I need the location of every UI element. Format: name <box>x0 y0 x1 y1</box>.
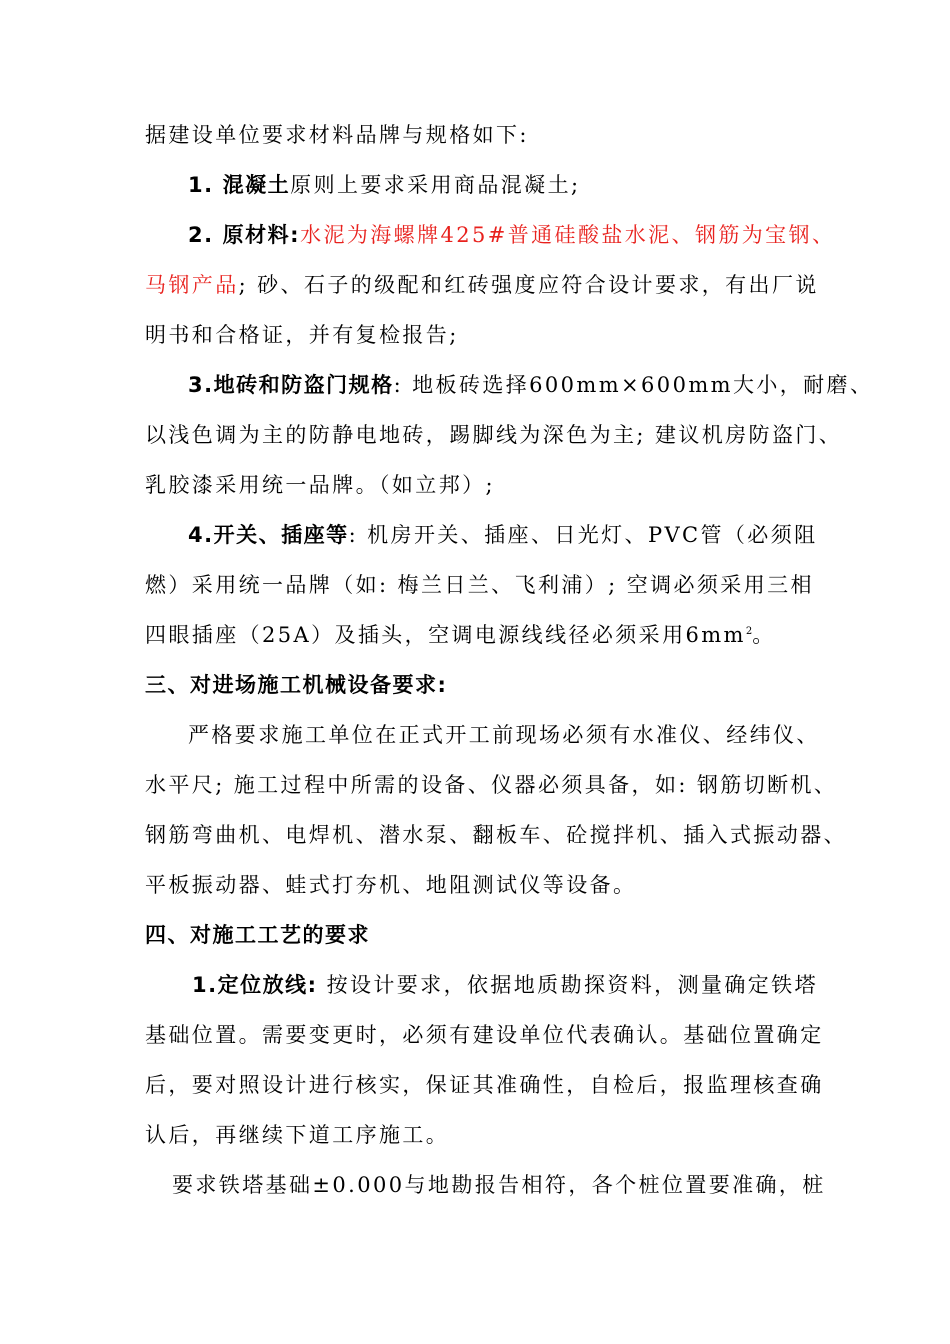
item-3-line-2: 以浅色调为主的防静电地砖，踢脚线为深色为主; 建议机房防盗门、 <box>145 423 843 447</box>
item-4-line-3 <box>145 620 776 650</box>
item-3-line-3: 乳胶漆采用统一品牌。（如立邦）; <box>145 473 495 497</box>
section-3-line-2: 水平尺; 施工过程中所需的设备、仪器必须具备，如: 钢筋切断机、 <box>145 773 838 797</box>
section-4-last-paragraph: 要求铁塔基础±0.000与地勘报告相符，各个桩位置要准确，桩 <box>172 1173 826 1197</box>
item-2-title: 原材料: <box>222 223 301 247</box>
item-1-number: 1. <box>188 173 214 197</box>
superscript: 2 <box>745 626 753 637</box>
item-4-line-1 <box>188 520 818 550</box>
item-3-text-1: : 地板砖选择600mm×600mm大小，耐磨、 <box>393 373 874 397</box>
item-1-text: 原则上要求采用商品混凝土; <box>290 173 581 197</box>
item-2-number: 2. <box>188 223 214 247</box>
item-2-red-text-1: 水泥为海螺牌425#普通硅酸盐水泥、钢筋为宝钢、 <box>300 223 836 247</box>
item-1-title: 混凝土 <box>222 173 291 197</box>
section-3-heading: 三、对进场施工机械设备要求: <box>145 673 448 697</box>
section-4-item-1-text-1: 按设计要求，依据地质勘探资料，测量确定铁塔 <box>317 973 818 997</box>
section-4-item-1-line-3: 后，要对照设计进行核实，保证其准确性，自检后，报监理核查确 <box>145 1073 824 1097</box>
section-4-item-1-title: 1.定位放线: <box>192 973 318 997</box>
section-3-line-1: 严格要求施工单位在正式开工前现场必须有水准仪、经纬仪、 <box>188 723 820 747</box>
item-3-line-1 <box>188 370 873 400</box>
section-4-item-1-line-1 <box>192 970 818 1000</box>
section-3-line-4: 平板振动器、蛙式打夯机、地阻测试仪等设备。 <box>145 873 637 897</box>
item-2-red-text-2: 马钢产品 <box>145 273 239 297</box>
section-4-item-1-line-4: 认后，再继续下道工序施工。 <box>145 1123 450 1147</box>
item-3-title: 3.地砖和防盗门规格 <box>188 373 394 397</box>
item-2-text-2: ; 砂、石子的级配和红砖强度应符合设计要求，有出厂说 <box>238 273 819 297</box>
item-4-text-3: 四眼插座（25A）及插头，空调电源线线径必须采用6mm <box>145 623 746 647</box>
item-4-text-3-end: 。 <box>752 623 776 647</box>
item-2-line-2 <box>145 270 819 300</box>
section-4-heading: 四、对施工工艺的要求 <box>145 923 370 947</box>
item-4-line-2: 燃）采用统一品牌（如: 梅兰日兰、飞利浦）; 空调必须采用三相 <box>145 573 814 597</box>
item-4-text-1: : 机房开关、插座、日光灯、PVC管（必须阻 <box>348 523 818 547</box>
section-3-line-3: 钢筋弯曲机、电焊机、潜水泵、翻板车、砼搅拌机、插入式振动器、 <box>145 823 847 847</box>
item-2-line-1 <box>188 220 835 250</box>
item-2-line-3: 明书和合格证，并有复检报告; <box>145 323 459 347</box>
intro-line: 据建设单位要求材料品牌与规格如下: <box>145 123 529 147</box>
section-4-item-1-line-2: 基础位置。需要变更时，必须有建设单位代表确认。基础位置确定 <box>145 1023 824 1047</box>
item-1-line <box>188 170 580 200</box>
item-4-title: 4.开关、插座等 <box>188 523 349 547</box>
